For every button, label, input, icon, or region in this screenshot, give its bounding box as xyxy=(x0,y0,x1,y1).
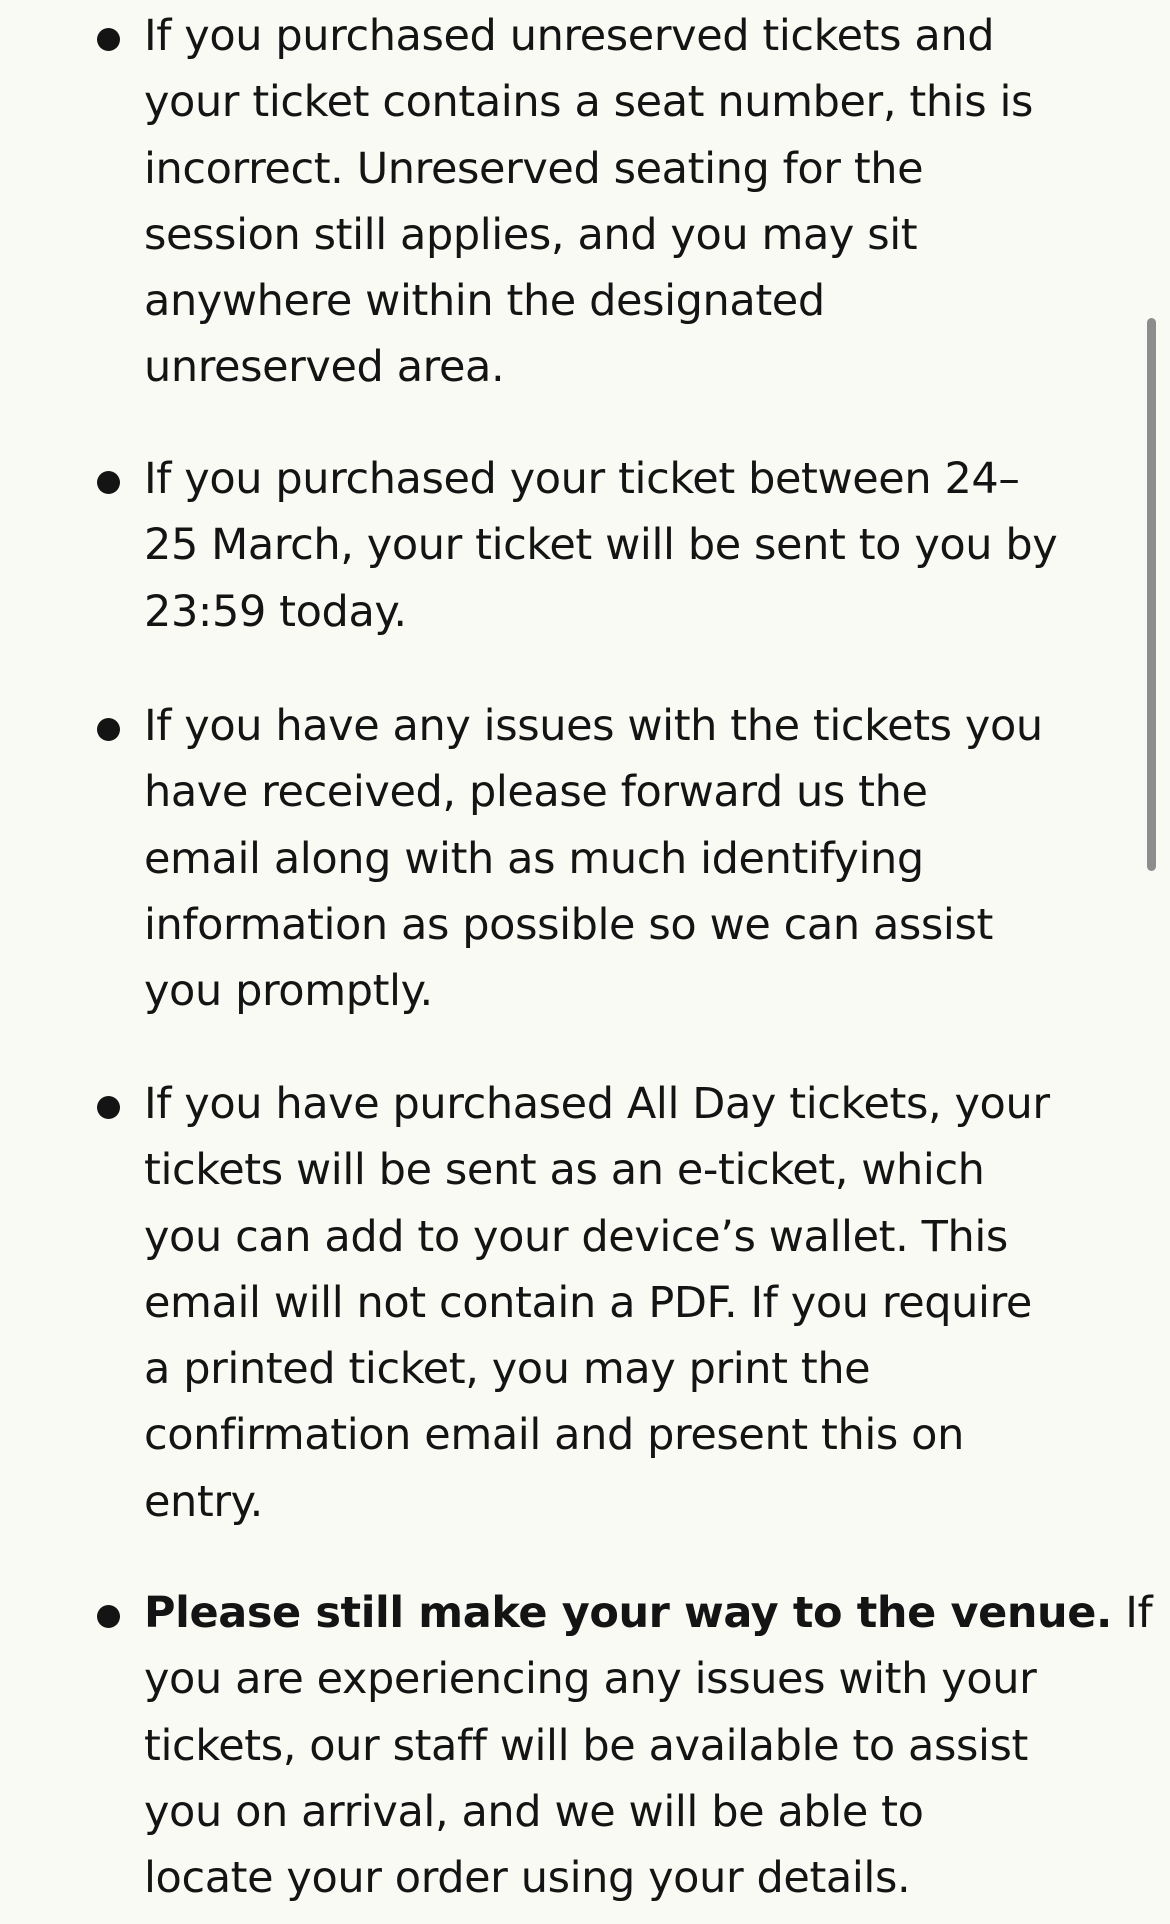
text-line: you on arrival, and we will be able to xyxy=(144,1786,924,1837)
text-line: your ticket contains a seat number, this is xyxy=(144,77,1034,128)
text-line: tickets, our staff will be available to assist xyxy=(144,1720,1028,1771)
text-line: entry. xyxy=(144,1476,263,1527)
text-line: you are experiencing any issues with your xyxy=(144,1654,1037,1705)
notice-text-all-day xyxy=(144,1071,1104,1535)
text-line: session still applies, and you may sit xyxy=(144,209,918,260)
text-line: If you have purchased All Day tickets, your xyxy=(144,1079,1050,1129)
text-line: If you have any issues with the tickets you xyxy=(144,701,1043,751)
text-line: anywhere within the designated xyxy=(144,276,825,327)
bold-lead: Please still make your way to the venue. xyxy=(144,1588,1112,1638)
text-line: unreserved area. xyxy=(144,342,505,393)
bullet-icon xyxy=(97,471,120,494)
text-line: email will not contain a PDF. If you require xyxy=(144,1277,1032,1328)
text-line: tickets will be sent as an e-ticket, which xyxy=(144,1145,985,1196)
text-line: a printed ticket, you may print the xyxy=(144,1344,871,1395)
notice-text-ticket-issues xyxy=(144,693,1104,1024)
text-line: information as possible so we can assist xyxy=(144,899,993,950)
bullet-icon xyxy=(97,718,120,741)
bullet-icon xyxy=(97,1605,120,1628)
notice-text-unreserved xyxy=(144,3,1104,401)
text-line: confirmation email and present this on xyxy=(144,1410,964,1461)
text-line: incorrect. Unreserved seating for the xyxy=(144,143,924,194)
text-line: 23:59 today. xyxy=(144,586,407,637)
text-line: have received, please forward us the xyxy=(144,767,928,818)
text-line: locate your order using your details. xyxy=(144,1853,911,1904)
notice-text-venue xyxy=(144,1580,1153,1911)
text-line: email along with as much identifying xyxy=(144,833,924,884)
text-line: you can add to your device’s wallet. This xyxy=(144,1211,1008,1262)
text-line xyxy=(144,1580,1153,1646)
text-line: If you purchased unreserved tickets and xyxy=(144,11,995,61)
text-fragment: If xyxy=(1111,1588,1153,1638)
scrollbar[interactable] xyxy=(1147,318,1156,871)
notice-text-march-purchase xyxy=(144,446,1104,645)
bullet-icon xyxy=(97,28,120,51)
text-line: If you purchased your ticket between 24– xyxy=(144,454,1020,504)
text-line: you promptly. xyxy=(144,966,433,1017)
bullet-icon xyxy=(97,1096,120,1119)
text-line: 25 March, your ticket will be sent to you by xyxy=(144,520,1058,571)
